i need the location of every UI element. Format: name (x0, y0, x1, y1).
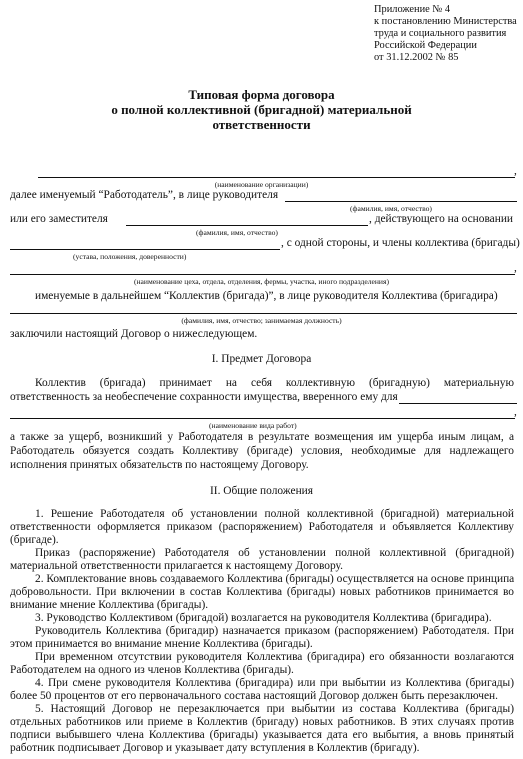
unit-blank[interactable] (10, 274, 515, 275)
unit-caption: (наименование цеха, отдела, отделения, фермы, участка, иного подразделения) (133, 277, 390, 286)
section1-heading: I. Предмет Договора (211, 353, 312, 365)
appendix-line: Российской Федерации (374, 40, 477, 51)
title-line-3: ответственности (212, 117, 311, 132)
head-name-blank[interactable] (285, 201, 517, 202)
clause-1b-line: материальной ответственности прилагается к настоящему Договору. (10, 560, 343, 572)
clause-5-line: 5. Настоящий Договор не перезаключается при выбытии из состава Коллектива (бригады) (35, 703, 514, 715)
clause-5-line: отдельных работников или приеме в Коллектив (бригаду) новых работников. В этих случаях против (10, 716, 514, 728)
appendix-block (374, 4, 517, 64)
clause-3b-line: Руководитель Коллектива (бригадир) назначается приказом (распоряжением) Работодателя. При (35, 625, 514, 637)
section1-line1: Коллектив (бригада) принимает на себя коллективную (бригадную) материальную (35, 377, 514, 389)
organization-comma: , (514, 165, 517, 177)
clause-5-line: работник подписывает Договор и указывает дату вступления в Коллектив (бригаду). (10, 742, 420, 754)
clause-2-line: добровольности. При включении в состав Коллектива (бригады) новых работников принимается во (10, 586, 514, 598)
clause-3-line: 3. Руководство Коллективом (бригадой) возлагается на руководителя Коллектива (бригадира). (35, 612, 492, 624)
clause-3c-line: Работодателем на одного из членов Коллектива (бригады). (10, 664, 294, 676)
deputy-prefix: или его заместителя (10, 213, 108, 225)
basis-caption: (устава, положения, доверенности) (73, 252, 187, 261)
section1-line2: ответственность за необеспечение сохранности имущества, вверенного ему для (10, 391, 398, 403)
clause-3c-line: При временном отсутствии руководителя Коллектива (бригадира) его обязанности возлагаются (35, 651, 514, 663)
employer-text: далее именуемый “Работодатель”, в лице руководителя (10, 189, 279, 201)
property-caption: (наименование вида работ) (209, 421, 297, 430)
section1-para-line: а также за ущерб, возникший у Работодателя в результате возмещения им ущерба иным лицам, а (10, 431, 514, 443)
clause-1-line: ответственности оформляется приказом (распоряжением) Работодателя и объявляется Коллективу (10, 521, 514, 533)
appendix-line: труда и социального развития (374, 28, 507, 39)
clause-1-line: (бригаде). (10, 534, 59, 546)
clause-5-line: подписи выбывшего члена Коллектива (бригады) указывается дата его выбытия, а вновь принятый (10, 729, 514, 741)
concluded-text: заключили настоящий Договор о нижеследующем. (10, 328, 258, 340)
section2-heading: II. Общие положения (209, 485, 314, 497)
deputy-caption: (фамилия, имя, отчество) (196, 228, 278, 237)
appendix-line: от 31.12.2002 № 85 (374, 52, 459, 63)
basis-blank[interactable] (10, 249, 280, 250)
title-line-1: Типовая форма договора (188, 87, 335, 102)
clause-1b-line: Приказ (распоряжение) Работодателя об установлении полной коллективной (бригадной) (35, 547, 514, 559)
leader-caption: (фамилия, имя, отчество; занимаемая должность) (181, 316, 342, 325)
property-blank-1[interactable] (399, 403, 517, 404)
unit-comma: , (514, 262, 517, 274)
team-text: именуемые в дальнейшем “Коллектив (бригада)”, в лице руководителя Коллектива (бригадира) (35, 290, 498, 302)
property-blank-2[interactable] (10, 418, 515, 419)
clause-2-line: 2. Комплектование вновь создаваемого Коллектива (бригады) осуществляется на основе принципа (35, 573, 515, 585)
leader-blank[interactable] (10, 313, 517, 314)
appendix-line: Приложение № 4 (374, 4, 451, 15)
clause-3b-line: этом принимается во внимание мнение Коллектива (бригады). (10, 638, 313, 650)
clause-1-line: 1. Решение Работодателя об установлении полной коллективной (бригадной) материальной (35, 508, 514, 520)
appendix-line: к постановлению Министерства (374, 16, 517, 27)
deputy-suffix: , действующего на основании (369, 213, 514, 225)
head-caption: (фамилия, имя, отчество) (350, 204, 432, 213)
organization-blank[interactable] (38, 177, 515, 178)
clause-4-line: более 50 процентов от его первоначального состава настоящий Договор должен быть перезаключен. (10, 690, 498, 702)
section1-para-line: Работодатель обязуется создать Коллективу (бригаде) условия, необходимые для надлежащего (10, 445, 514, 457)
deputy-name-blank[interactable] (126, 225, 368, 226)
section1-para-line: исполнения принятых обязательств по настоящему Договору. (10, 459, 309, 471)
one-side-text: , с одной стороны, и члены коллектива (бригады) (281, 237, 520, 249)
clause-4-line: 4. При смене руководителя Коллектива (бригадира) или при выбытии из Коллектива (бригады) (35, 677, 514, 689)
clause-2-line: внимание мнение Коллектива (бригады). (10, 599, 209, 611)
title-line-2: о полной коллективной (бригадной) материальной (111, 102, 412, 117)
property-comma: , (514, 406, 517, 418)
organization-caption: (наименование организации) (214, 180, 309, 189)
